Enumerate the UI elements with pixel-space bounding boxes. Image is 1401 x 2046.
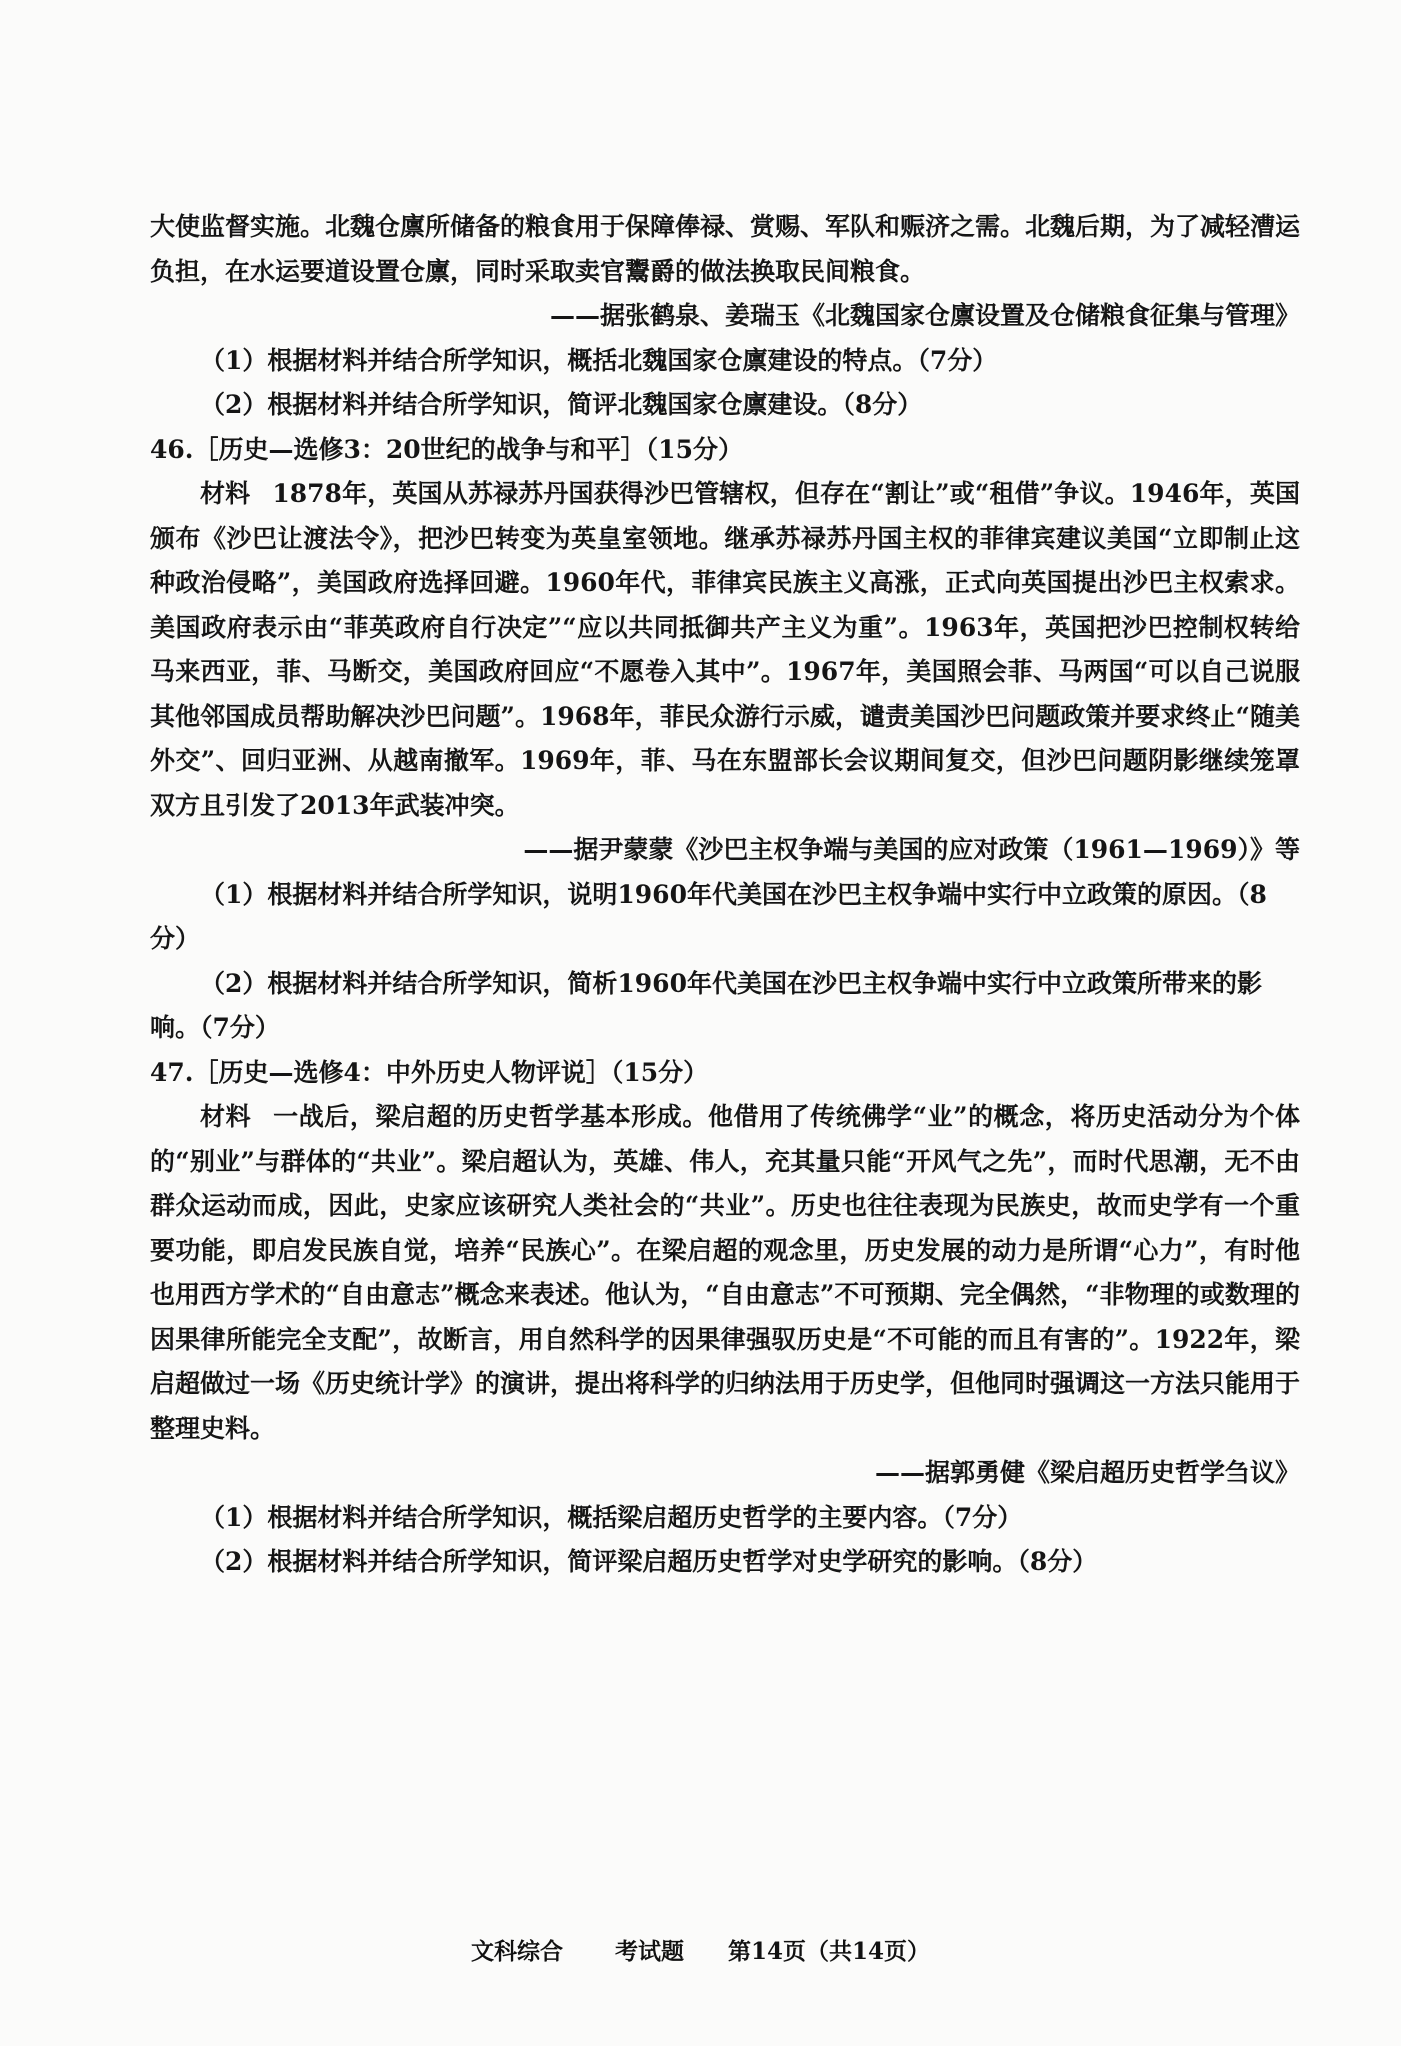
top-source-citation: ——据张鹤泉、姜瑞玉《北魏国家仓廪设置及仓储粮食征集与管理》 [549,301,1300,330]
footer-exam: 考试题 [615,1938,684,1965]
top-paragraph: 大使监督实施。北魏仓廪所储备的粮食用于保障俸禄、赏赐、军队和赈济之需。北魏后期，为了减轻漕运负担，在水运要道设置仓廪，同时采取卖官鬻爵的做法换取民间粮食。 [150,212,1301,286]
q47-material-label: 材料 [200,1102,252,1131]
top-question-1: （1）根据材料并结合所学知识，概括北魏国家仓廪建设的特点。（7分） [200,345,998,375]
q46-header: 46.［历史—选修3：20世纪的战争与和平］（15分） [150,434,743,464]
top-question-2: （2）根据材料并结合所学知识，简评北魏国家仓廪建设。（8分） [200,390,923,419]
q47-material [150,1095,1300,1451]
footer-page-number: 第14页（共14页） [728,1938,931,1965]
q46-material-text: 1878年，英国从苏禄苏丹国获得沙巴管辖权，但存在“割让”或“租借”争议。1946年，英国颁布《沙巴让渡法令》，把沙巴转变为英皇室领地。继承苏禄苏丹国主权的菲律宾建议美国“立即制止这种政治侵略”，美国政府选择回避。1960年代，菲律宾民族主义高涨，正式向英国提出沙巴主权索求。美国政府表示由“菲英政府自行决定”“应以共同抵御共产主义为重”。1963年，英国把沙巴控制权转给马来西亚，菲、马断交，美国政府回应“不愿卷入其中”。1967年，美国照会菲、马两国“可以自己说服其他邻国成员帮助解决沙巴问题”。1968年，菲民众游行示威，谴责美国沙巴问题政策并要求终止“随美外交”、回归亚洲、从越南撤军。1969年，菲、马在东盟部长会议期间复交，但沙巴问题阴影继续笼罩双方且引发了2013年武装冲突。 [150,479,1300,820]
footer-subject: 文科综合 [470,1938,563,1965]
q47-question-1: （1）根据材料并结合所学知识，概括梁启超历史哲学的主要内容。（7分） [200,1502,1023,1532]
page-content [150,205,1300,1585]
q46-material-label: 材料 [200,479,251,508]
q46-source-citation: ——据尹蒙蒙《沙巴主权争端与美国的应对政策（1961—1969）》等 [523,835,1300,864]
page-footer [0,1933,1401,1966]
q47-source-citation: ——据郭勇健《梁启超历史哲学刍议》 [874,1458,1300,1487]
q47-material-text: 一战后，梁启超的历史哲学基本形成。他借用了传统佛学“业”的概念，将历史活动分为个体的“别业”与群体的“共业”。梁启超认为，英雄、伟人，充其量只能“开风气之先”，而时代思潮，无不由群众运动而成，因此，史家应该研究人类社会的“共业”。历史也往往表现为民族史，故而史学有一个重要功能，即启发民族自觉，培养“民族心”。在梁启超的观念里，历史发展的动力是所谓“心力”，有时他也用西方学术的“自由意志”概念来表述。他认为，“自由意志”不可预期、完全偶然，“非物理的或数理的因果律所能完全支配”，故断言，用自然科学的因果律强驭历史是“不可能的而且有害的”。1922年，梁启超做过一场《历史统计学》的演讲，提出将科学的归纳法用于历史学，但他同时强调这一方法只能用于整理史料。 [150,1102,1301,1443]
q47-header: 47.［历史—选修4：中外历史人物评说］（15分） [150,1057,709,1087]
q46-question-2: （2）根据材料并结合所学知识，简析1960年代美国在沙巴主权争端中实行中立政策所带来的影响。（7分） [150,968,1262,1042]
q46-material [150,472,1300,828]
q47-question-2: （2）根据材料并结合所学知识，简评梁启超历史哲学对史学研究的影响。（8分） [200,1547,1098,1576]
q46-question-1: （1）根据材料并结合所学知识，说明1960年代美国在沙巴主权争端中实行中立政策的原因。（8分） [150,879,1267,953]
